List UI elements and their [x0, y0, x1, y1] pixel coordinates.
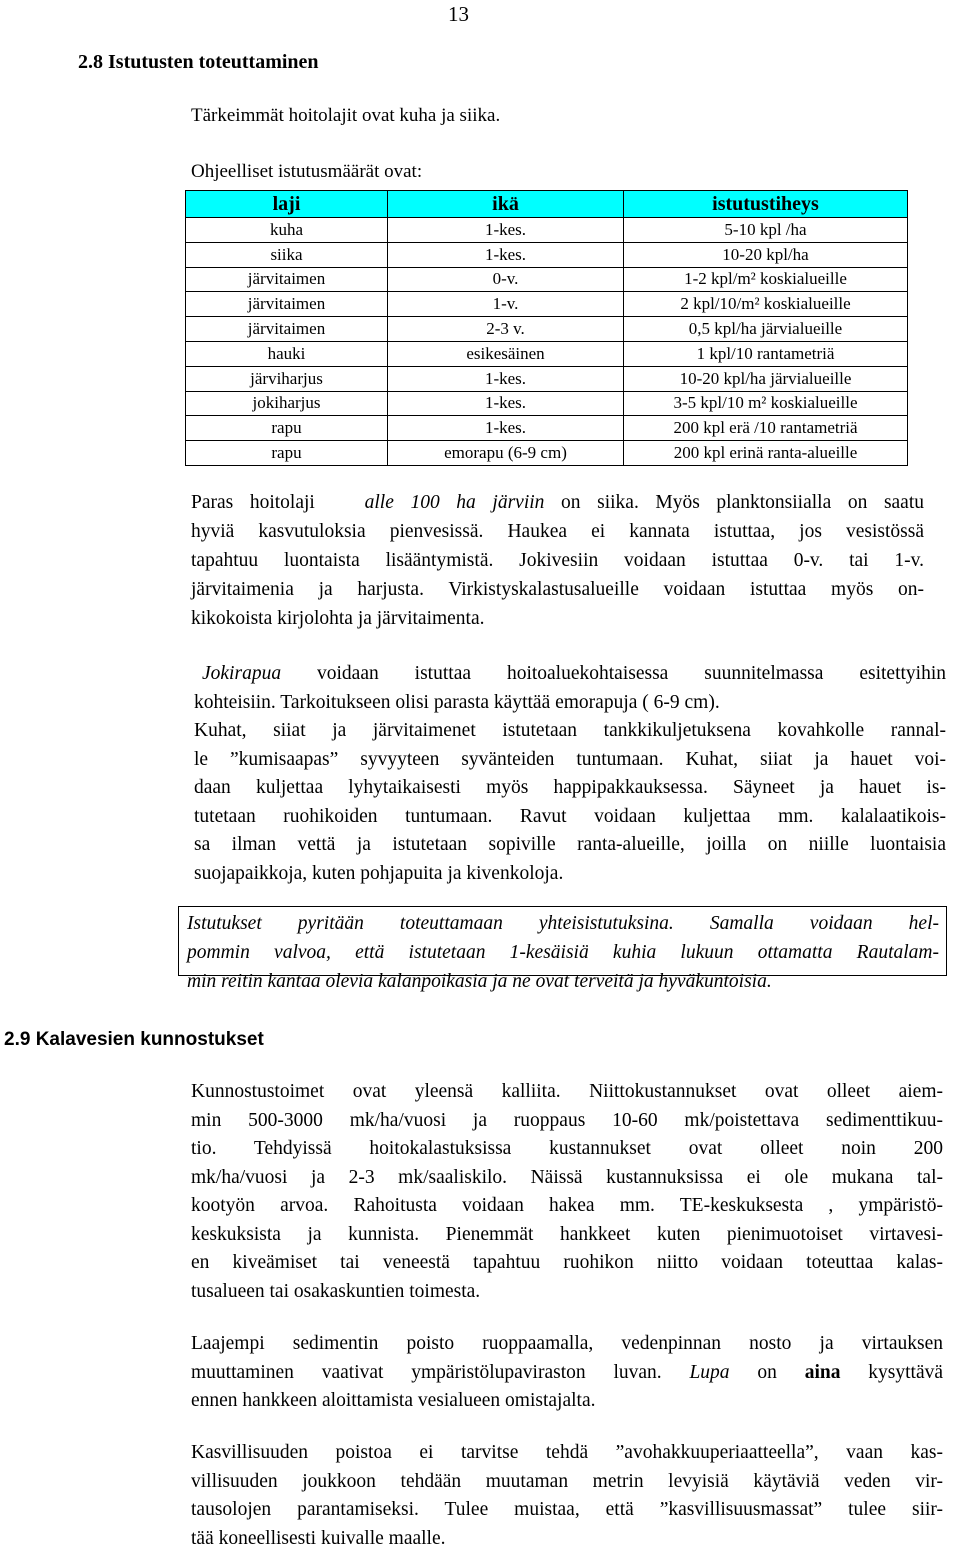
table-cell: rapu [186, 416, 388, 441]
table-cell: järvitaimen [186, 317, 388, 342]
table-cell: 2 kpl/10/m² koskialueille [624, 292, 908, 317]
text-line: kohteisiin. Tarkoitukseen olisi parasta käyttää emorapuja ( 6-9 cm). [194, 691, 720, 713]
bold-emphasis: aina [804, 1361, 841, 1383]
table-cell: 1-kes. [388, 366, 624, 391]
table-row [186, 441, 908, 466]
section-heading-istutukset: 2.8 Istutusten toteuttaminen [78, 51, 319, 73]
table-cell: 1-kes. [388, 391, 624, 416]
paragraph-costs [191, 1077, 943, 1305]
text-line: Laajempi sedimentin poisto ruoppaamalla, vedenpinnan nosto ja virtauksen [191, 1333, 943, 1354]
table-header-cell: istutustiheys [624, 191, 908, 218]
paragraph-permit [191, 1329, 943, 1415]
table-cell: kuha [186, 218, 388, 243]
paragraph-vegetation [191, 1438, 943, 1552]
text-line: keskuksista ja kunnista. Pienemmät hankkeet kuten pienimuotoiset virtavesi- [191, 1223, 943, 1245]
text-line: daan kuljettaa lyhytaikaisesti myös happipakkauksessa. Säyneet ja hauet is- [194, 777, 946, 798]
text-line: kootyön arvoa. Rahoitusta voidaan hakea mm. TE-keskuksesta , ympäristö- [191, 1195, 943, 1216]
text-line: pommin valvoa, että istutetaan 1-kesäisiä kuhia lukuun ottamatta Rautalam- [187, 942, 939, 963]
table-row [186, 267, 908, 292]
table-cell: hauki [186, 341, 388, 366]
paragraph-best-species [191, 488, 924, 633]
table-cell: emorapu (6-9 cm) [388, 441, 624, 466]
table-header-cell: laji [186, 191, 388, 218]
text-line: suojapaikkoja, kuten pohjapuita ja kivenkoloja. [194, 862, 564, 884]
text-line: muuttaminen vaativat ympäristölupaviraston luvan. Lupa on aina kysyttävä [191, 1361, 943, 1383]
text-line: Kuhat, siiat ja järvitaimenet istutetaan tankkikuljetuksena kovahkolle rannal- [194, 720, 946, 741]
table-cell: 1-kes. [388, 218, 624, 243]
text-line: järvitaimenia ja harjusta. Virkistyskalastusalueille voidaan istuttaa myös on- [191, 579, 924, 600]
text-line: Kunnostustoimet ovat yleensä kalliita. Niittokustannukset ovat olleet aiem- [191, 1081, 943, 1102]
text-line: Kasvillisuuden poistoa ei tarvitse tehdä ”avohakkuuperiaatteella”, vaan kas- [191, 1442, 943, 1463]
table-row [186, 391, 908, 416]
text-line: Istutukset pyritään toteuttamaan yhteisistutuksina. Samalla voidaan hel- [187, 913, 939, 934]
text-line: mk/ha/vuosi ja 2-3 mk/saaliskilo. Näissä kustannuksissa ei ole mukana tal- [191, 1166, 943, 1188]
table-cell: 10-20 kpl/ha [624, 242, 908, 267]
table-cell: 1-2 kpl/m² koskialueille [624, 267, 908, 292]
text-line: tausolojen parantamiseksi. Tulee muistaa, että ”kasvillisuusmassat” tulee siir- [191, 1499, 943, 1520]
table-cell: 200 kpl erä /10 rantametriä [624, 416, 908, 441]
table-caption: Ohjeelliset istutusmäärät ovat: [191, 161, 423, 182]
text-line: tusalueen tai osakaskuntien toimesta. [191, 1280, 481, 1302]
italic-emphasis: Jokirapua [202, 663, 282, 684]
text-line: tutetaan ruohikoiden tuntumaan. Ravut voidaan kuljettaa mm. kalalaatikois- [194, 805, 946, 827]
italic-emphasis: Lupa [689, 1361, 730, 1383]
stocking-table [185, 190, 908, 466]
text-line: tio. Tehdyissä hoitokalastuksissa kustannukset ovat olleet noin 200 [191, 1138, 943, 1159]
text-line: hyviä kasvutuloksia pienvesissä. Haukea ei kannata istuttaa, jos vesistössä [191, 521, 924, 542]
text-line: le ”kumisaapas” syvyyteen syvänteiden tuntumaan. Kuhat, siiat ja hauet voi- [194, 748, 946, 770]
table-header-row [186, 191, 908, 218]
table-row [186, 292, 908, 317]
table-cell: esikesäinen [388, 341, 624, 366]
text-line: Jokirapua voidaan istuttaa hoitoaluekohtaisessa suunnitelmassa esitettyihin [202, 663, 946, 684]
text-line: min reitin kantaa olevia kalanpoikasia ja ne ovat terveitä ja hyväkuntoisia. [187, 971, 772, 992]
table-cell: jokiharjus [186, 391, 388, 416]
table-cell: järvitaimen [186, 267, 388, 292]
table-cell: järvitaimen [186, 292, 388, 317]
page-number: 13 [448, 2, 469, 26]
text-line: sa ilman vettä ja istutetaan sopiville ranta-alueille, joilla on niille luontaisia [194, 834, 946, 855]
text-line: tapahtuu luontaista lisääntymistä. Jokivesiin voidaan istuttaa 0-v. tai 1-v. [191, 550, 924, 571]
table-cell: 0,5 kpl/ha järvialueille [624, 317, 908, 342]
table-cell: 1-kes. [388, 416, 624, 441]
table-cell: siika [186, 242, 388, 267]
text-line: en kiveämiset tai veneestä tapahtuu ruohikon niitto voidaan toteuttaa kalas- [191, 1252, 943, 1273]
text-line: villisuuden joukkoon tehdään muutaman metrin levyisiä käytäviä veden vir- [191, 1470, 943, 1492]
table-cell: 1-v. [388, 292, 624, 317]
table-cell: 5-10 kpl /ha [624, 218, 908, 243]
table-row [186, 218, 908, 243]
table-cell: rapu [186, 441, 388, 466]
table-cell: järviharjus [186, 366, 388, 391]
boxed-note [178, 906, 947, 992]
table-row [186, 341, 908, 366]
table-row [186, 366, 908, 391]
paragraph-transport [194, 659, 946, 887]
table-cell: 200 kpl erinä ranta-alueille [624, 441, 908, 466]
table-row [186, 317, 908, 342]
table-cell: 2-3 v. [388, 317, 624, 342]
table-cell: 1 kpl/10 rantametriä [624, 341, 908, 366]
text-line: ennen hankkeen aloittamista vesialueen omistajalta. [191, 1390, 596, 1411]
table-row [186, 242, 908, 267]
text-line: tää koneellisesti kuivalle maalle. [191, 1527, 446, 1549]
italic-emphasis: alle 100 ha järviin [364, 492, 545, 513]
table-row [186, 416, 908, 441]
text-line: min 500-3000 mk/ha/vuosi ja ruoppaus 10-60 mk/poistettava sedimenttikuu- [191, 1109, 943, 1131]
intro-text: Tärkeimmät hoitolajit ovat kuha ja siika. [191, 105, 501, 126]
text-line: kikokoista kirjolohta ja järvitaimenta. [191, 608, 485, 629]
table-cell: 3-5 kpl/10 m² koskialueille [624, 391, 908, 416]
text-line: Paras hoitolaji alle 100 ha järviin on siika. Myös planktonsiialla on saatu [191, 492, 925, 513]
section-heading-kunnostukset: 2.9 Kalavesien kunnostukset [4, 1029, 264, 1050]
table-cell: 1-kes. [388, 242, 624, 267]
table-cell: 0-v. [388, 267, 624, 292]
table-cell: 10-20 kpl/ha järvialueille [624, 366, 908, 391]
table-header-cell: ikä [388, 191, 624, 218]
